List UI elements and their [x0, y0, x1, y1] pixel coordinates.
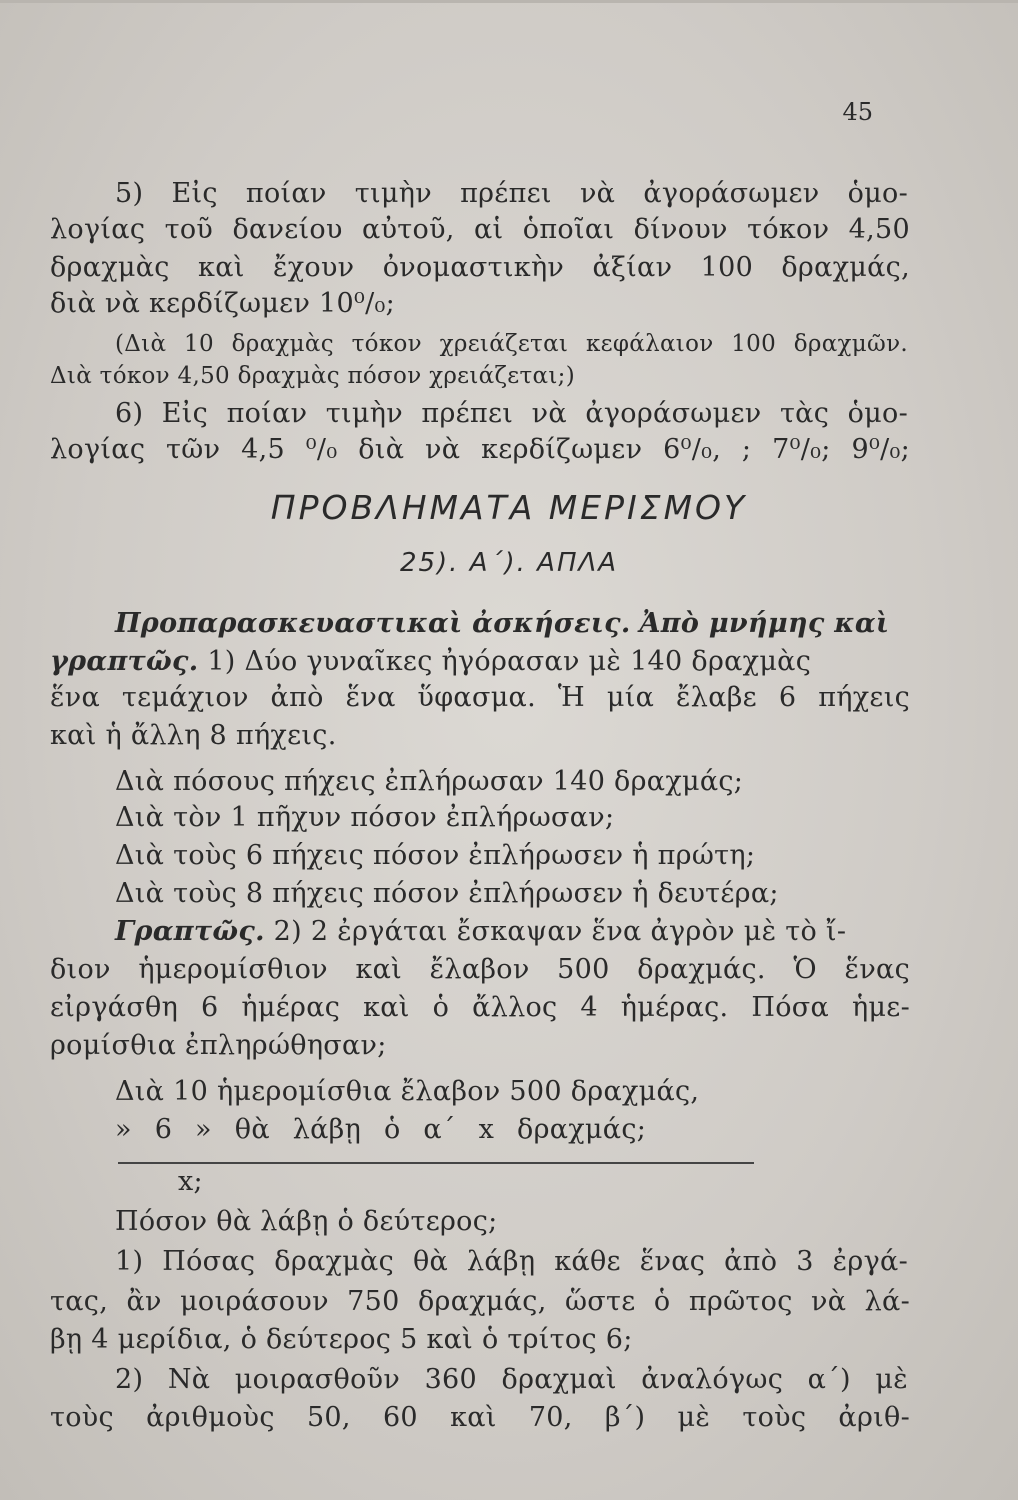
calc-line: Διὰ 10 ἡμερομίσθια ἔλαβον 500 δραχμάς,: [115, 1076, 700, 1107]
text-line: εἰργάσθη 6 ἡμέρας καὶ ὁ ἄλλος 4 ἡμέρας. Πόσα ἡμε-: [50, 992, 910, 1023]
text-line: λογίας τῶν 4,5 ⁰/₀ διὰ νὰ κερδίζωμεν 6⁰/₀, ; 7⁰/₀; 9⁰/₀;: [50, 434, 910, 465]
question-line: Διὰ τὸν 1 πῆχυν πόσον ἐπλήρωσαν;: [115, 802, 615, 833]
text-line: ρομίσθια ἐπληρώθησαν;: [50, 1030, 387, 1061]
text-line: Διὰ τόκον 4,50 δραχμὰς πόσον χρειάζεται;): [50, 363, 575, 389]
exercise-line: τοὺς ἀριθμοὺς 50, 60 καὶ 70, β΄) μὲ τοὺς ἀριθ-: [50, 1402, 910, 1433]
page-number: 45: [842, 98, 873, 126]
exercise-line: 1) Πόσας δραχμὰς θὰ λάβῃ κάθε ἕνας ἀπὸ 3 ἐργά-: [115, 1246, 908, 1277]
section2-line1: [115, 914, 908, 950]
text-line: διὰ νὰ κερδίζωμεν 10⁰/₀;: [50, 288, 396, 319]
exercise-line: βῃ 4 μερίδια, ὁ δεύτερος 5 καὶ ὁ τρίτος 6;: [50, 1324, 633, 1355]
text-line: καὶ ἡ ἄλλη 8 πήχεις.: [50, 720, 337, 751]
text-line: δραχμὰς καὶ ἔχουν ὀνομαστικὴν ἀξίαν 100 δραχμάς,: [50, 252, 910, 283]
problem-text: 1) Δύο γυναῖκες ἠγόρασαν μὲ 140 δραχμὰς: [207, 646, 812, 677]
problem-text: 2) 2 ἐργάται ἔσκαψαν ἕνα ἀγρὸν μὲ τὸ ἴ-: [273, 916, 847, 947]
text-line: λογίας τοῦ δανείου αὐτοῦ, αἱ ὁποῖαι δίνουν τόκον 4,50: [50, 214, 910, 245]
label-written: γραπτῶς.: [50, 646, 199, 677]
text-line: 6) Εἰς ποίαν τιμὴν πρέπει νὰ ἀγοράσωμεν τὰς ὁμο-: [115, 398, 908, 429]
subsection-heading: 25). Α΄). ΑΠΛΑ: [399, 548, 619, 578]
label-preparatory: Προπαρασκευαστικαὶ ἀσκήσεις.: [115, 608, 631, 639]
calc-line: » 6 » θὰ λάβῃ ὁ α΄ x δραχμάς;: [115, 1114, 647, 1145]
question-line: Διὰ πόσους πήχεις ἐπλήρωσαν 140 δραχμάς;: [115, 766, 744, 797]
section1-line1: [115, 606, 908, 642]
page-edge: [0, 0, 1018, 3]
text-line: 5) Εἰς ποίαν τιμὴν πρέπει νὰ ἀγοράσωμεν ὁμο-: [115, 178, 908, 209]
section1-line2: [50, 644, 910, 680]
calc-line: Πόσον θὰ λάβῃ ὁ δεύτερος;: [115, 1206, 498, 1237]
section-heading: ΠΡΟΒΛΗΜΑΤΑ ΜΕΡΙΣΜΟΥ: [270, 488, 748, 527]
exercise-line: 2) Νὰ μοιρασθοῦν 360 δραχμαὶ ἀναλόγως α΄) μὲ: [115, 1364, 908, 1395]
calc-line: x;: [178, 1166, 203, 1197]
text-line: (Διὰ 10 δραχμὰς τόκον χρειάζεται κεφάλαιον 100 δραχμῶν.: [115, 331, 908, 357]
text-line: διον ἡμερομίσθιον καὶ ἔλαβον 500 δραχμάς. Ὁ ἕνας: [50, 954, 910, 985]
question-line: Διὰ τοὺς 6 πήχεις πόσον ἐπλήρωσεν ἡ πρώτη;: [115, 840, 756, 871]
label-written-2: Γραπτῶς.: [115, 916, 265, 947]
label-memory: Ἀπὸ μνήμης καὶ: [639, 608, 890, 639]
text-line: ἕνα τεμάχιον ἀπὸ ἕνα ὕφασμα. Ἡ μία ἔλαβε 6 πήχεις: [50, 682, 910, 713]
exercise-line: τας, ἂν μοιράσουν 750 δραχμάς, ὥστε ὁ πρῶτος νὰ λά-: [50, 1286, 910, 1317]
question-line: Διὰ τοὺς 8 πήχεις πόσον ἐπλήρωσεν ἡ δευτέρα;: [115, 878, 779, 909]
